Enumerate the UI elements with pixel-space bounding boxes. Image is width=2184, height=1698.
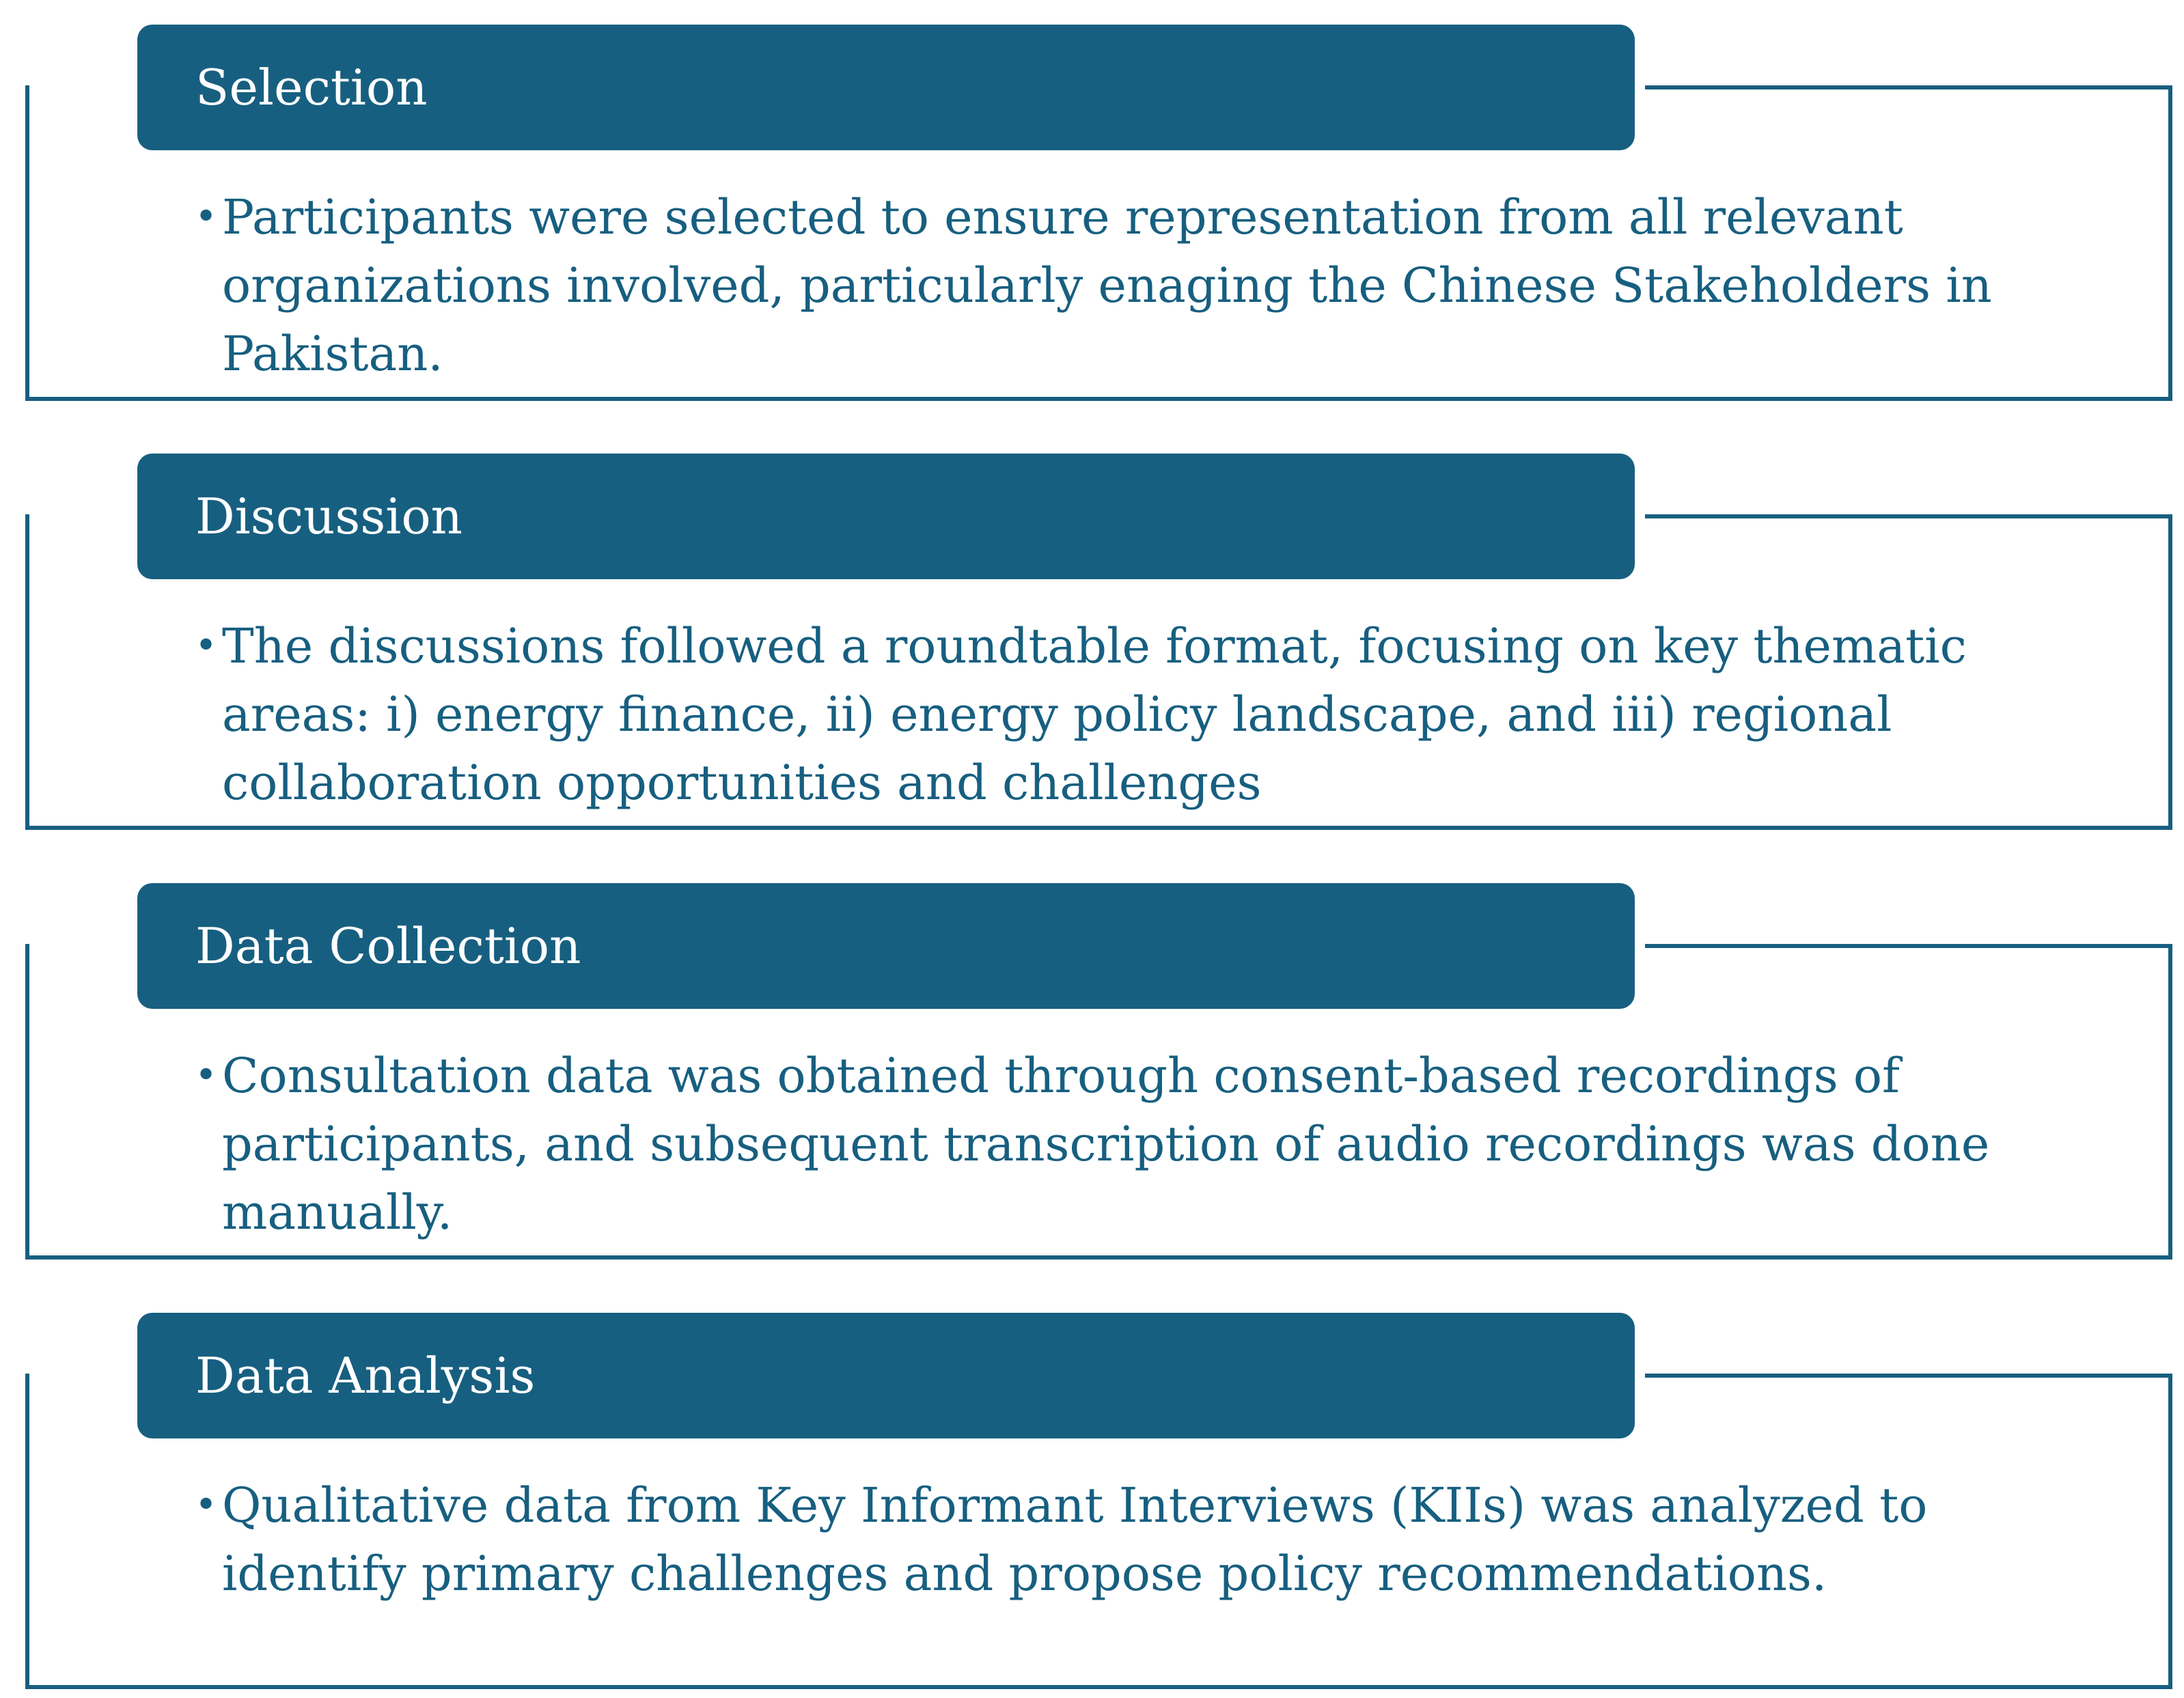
step-description bbox=[195, 183, 2087, 388]
step-title: Selection bbox=[195, 59, 428, 116]
step-header bbox=[137, 454, 1635, 579]
step-text: Participants were selected to ensure representation from all relevant organizations involved, particularly enaging the Chinese Stakeholders in Pakistan. bbox=[222, 189, 1992, 382]
step-text: Consultation data was obtained through consent-based recordings of participants, and subsequent transcription of audio recordings was done manually. bbox=[222, 1048, 1990, 1240]
step-selection bbox=[0, 0, 2184, 410]
bullet-icon: • bbox=[195, 1053, 218, 1098]
step-title: Data Collection bbox=[195, 917, 581, 975]
step-description bbox=[195, 1042, 2087, 1247]
bullet-icon: • bbox=[195, 624, 218, 668]
step-discussion bbox=[0, 429, 2184, 839]
step-text: Qualitative data from Key Informant Interviews (KIIs) was analyzed to identify primary challenges and propose policy recommendations. bbox=[222, 1477, 1928, 1602]
bullet-icon: • bbox=[195, 1483, 218, 1527]
step-title: Data Analysis bbox=[195, 1347, 536, 1404]
step-header bbox=[137, 1313, 1635, 1438]
bullet-icon: • bbox=[195, 195, 218, 239]
step-header bbox=[137, 883, 1635, 1009]
step-data-collection bbox=[0, 859, 2184, 1268]
step-description bbox=[195, 1471, 2087, 1608]
step-title: Discussion bbox=[195, 488, 463, 545]
step-header bbox=[137, 25, 1635, 150]
step-data-analysis bbox=[0, 1288, 2184, 1698]
step-text: The discussions followed a roundtable format, focusing on key thematic areas: i) energy finance, ii) energy policy landscape, and iii) regional collaboration opportunities and challenges bbox=[222, 618, 1967, 811]
step-description bbox=[195, 612, 2087, 817]
